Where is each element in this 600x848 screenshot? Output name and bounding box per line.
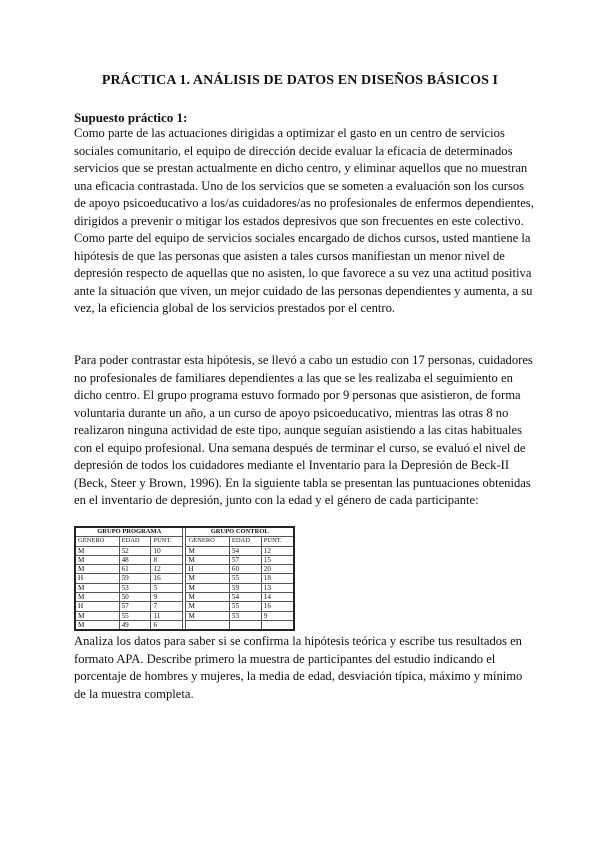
programa-genero-cell: H — [75, 602, 119, 611]
programa-edad-cell: 57 — [119, 602, 151, 611]
programa-edad-cell: 52 — [119, 546, 151, 555]
programa-punt-cell: 5 — [151, 583, 183, 592]
control-punt-cell: 9 — [261, 611, 294, 620]
control-genero-cell: M — [186, 602, 229, 611]
col-genero: GÉNERO — [186, 537, 229, 546]
programa-genero-cell: M — [75, 611, 119, 620]
programa-punt-cell: 9 — [151, 593, 183, 602]
paragraph-instructions: Analiza los datos para saber si se confirma la hipótesis teórica y escribe tus resultados en formato APA. Describe primero la muestra de participantes del estudio indicando el porcentaje de hombres y mujeres, la media de edad, desviación típica, máximo y mínimo de la muestra completa. — [74, 634, 523, 701]
programa-genero-cell: M — [75, 555, 119, 564]
programa-punt-cell: 6 — [151, 620, 183, 630]
control-punt-cell: 15 — [261, 555, 294, 564]
control-punt-cell: 18 — [261, 574, 294, 583]
group-programa-header: GRUPO PROGRAMA — [75, 527, 183, 537]
programa-edad-cell: 61 — [119, 565, 151, 574]
programa-genero-cell: M — [75, 593, 119, 602]
control-edad-cell: 59 — [229, 583, 261, 592]
control-punt-cell: 14 — [261, 593, 294, 602]
page-title: PRÁCTICA 1. ANÁLISIS DE DATOS EN DISEÑOS BÁSICOS I — [101, 73, 499, 88]
col-edad: EDAD — [119, 537, 151, 546]
table-row — [75, 565, 294, 574]
table-row — [75, 602, 294, 611]
table-row — [75, 555, 294, 564]
control-genero-cell: H — [186, 565, 229, 574]
programa-edad-cell: 48 — [119, 555, 151, 564]
programa-genero-cell: M — [75, 546, 119, 555]
programa-genero-cell: M — [75, 565, 119, 574]
control-genero-cell: M — [186, 574, 229, 583]
table-row — [75, 574, 294, 583]
control-edad-cell: 57 — [229, 555, 261, 564]
programa-genero-cell: H — [75, 574, 119, 583]
control-genero-cell: M — [186, 555, 229, 564]
paragraph-study: Para poder contrastar esta hipótesis, se llevó a cabo un estudio con 17 personas, cuidadores no profesionales de familiares dependientes a las que se les realizaba el seguimiento en dicho centro. El grupo programa estuvo formado por 9 personas que asistieron, de forma voluntaria durante un año, a un curso de apoyo psicoeducativo, mientras las otras 8 no realizaron ninguna actividad de este tipo, aunque seguían asistiendo a las citas habituales con el equipo profesional. Una semana después de terminar el curso, se evaluó el nivel de depresión de todos los cuidadores mediante el Inventario para la Depresión de Beck-II (Beck, Steer y Brown, 1996). En la siguiente tabla se presentan las puntuaciones obtenidas en el inventario de depresión, junto con la edad y el género de cada participante: — [74, 353, 533, 507]
table-body — [75, 546, 294, 630]
programa-edad-cell: 55 — [119, 611, 151, 620]
group-control-header: GRUPO CONTROL — [186, 527, 294, 537]
programa-punt-cell: 16 — [151, 574, 183, 583]
control-edad-cell — [229, 620, 261, 630]
programa-punt-cell: 10 — [151, 546, 183, 555]
programa-edad-cell: 59 — [119, 574, 151, 583]
programa-punt-cell: 7 — [151, 602, 183, 611]
programa-genero-cell: M — [75, 620, 119, 630]
programa-punt-cell: 8 — [151, 555, 183, 564]
col-punt: PUNT. — [151, 537, 183, 546]
control-genero-cell: M — [186, 546, 229, 555]
col-edad: EDAD — [229, 537, 261, 546]
programa-edad-cell: 49 — [119, 620, 151, 630]
control-punt-cell: 12 — [261, 546, 294, 555]
control-edad-cell: 55 — [229, 602, 261, 611]
programa-punt-cell: 12 — [151, 565, 183, 574]
table-row — [75, 620, 294, 630]
table-row — [75, 593, 294, 602]
control-punt-cell: 13 — [261, 583, 294, 592]
control-punt-cell — [261, 620, 294, 630]
paragraph-context: Como parte de las actuaciones dirigidas a optimizar el gasto en un centro de servicios sociales comunitario, el equipo de dirección decide evaluar la eficacia de determinados servicios que se prestan actualmente en dicho centro, y eliminar aquellos que no muestran una eficacia contrastada. Uno de los servicios que se someten a evaluación son los cursos de apoyo psicoeducativo a los/as cuidadores/as no profesionales de enfermos dependientes, dirigidos a prevenir o mitigar los estados depresivos que son frecuentes en este colectivo. Como parte del equipo de servicios sociales encargado de dichos cursos, usted mantiene la hipótesis de que las personas que asisten a tales cursos manifiestan un menor nivel de depresión respecto de aquellas que no asisten, lo que favorece a su vez una actitud positiva ante la situación que viven, un mejor cuidado de las personas dependientes y aumenta, a su vez, la eficiencia global de los servicios prestados por el centro. — [74, 126, 534, 315]
programa-punt-cell: 11 — [151, 611, 183, 620]
control-genero-cell: M — [186, 611, 229, 620]
data-table — [74, 526, 295, 631]
control-edad-cell: 54 — [229, 593, 261, 602]
table-row — [75, 546, 294, 555]
programa-edad-cell: 50 — [119, 593, 151, 602]
control-genero-cell: M — [186, 593, 229, 602]
programa-edad-cell: 53 — [119, 583, 151, 592]
col-punt: PUNT. — [261, 537, 294, 546]
table-row — [75, 583, 294, 592]
control-edad-cell: 60 — [229, 565, 261, 574]
col-genero: GÉNERO — [75, 537, 119, 546]
control-genero-cell — [186, 620, 229, 630]
control-genero-cell: M — [186, 583, 229, 592]
control-edad-cell: 53 — [229, 611, 261, 620]
programa-genero-cell: M — [75, 583, 119, 592]
control-edad-cell: 54 — [229, 546, 261, 555]
table-row — [75, 611, 294, 620]
control-punt-cell: 16 — [261, 602, 294, 611]
control-punt-cell: 20 — [261, 565, 294, 574]
section-subheading: Supuesto práctico 1: — [74, 110, 188, 125]
control-edad-cell: 55 — [229, 574, 261, 583]
